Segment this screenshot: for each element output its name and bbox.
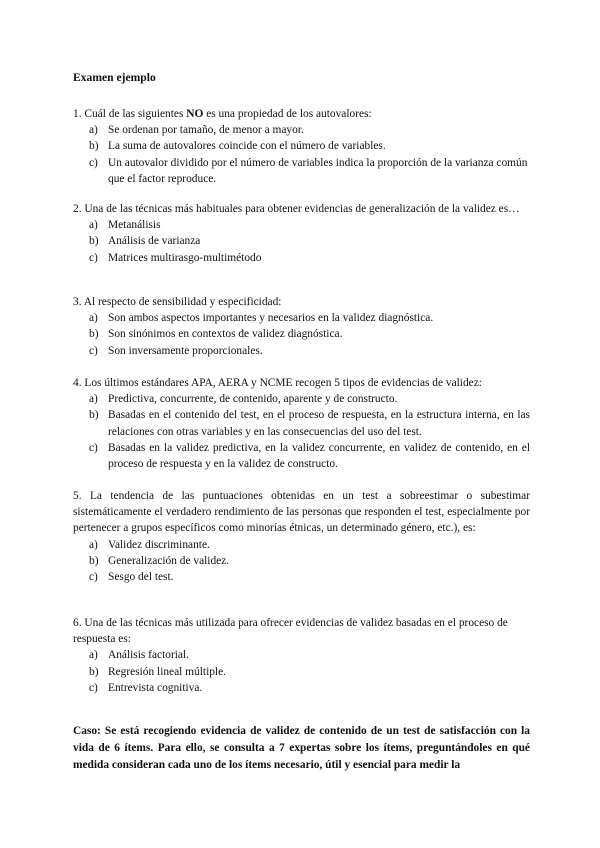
question-4-stem: 4. Los últimos estándares APA, AERA y NCME recogen 5 tipos de evidencias de validez: <box>73 377 482 389</box>
question-3-options <box>73 310 530 359</box>
option-label: c) <box>89 156 98 169</box>
question-3-option-c <box>73 343 530 359</box>
question-1 <box>73 106 530 187</box>
question-4-option-b <box>73 407 530 439</box>
question-3-option-a <box>73 310 530 326</box>
option-text: Análisis de varianza <box>108 235 201 248</box>
option-label: a) <box>89 312 98 325</box>
question-6-option-b <box>73 664 530 680</box>
option-label: b) <box>89 554 99 567</box>
question-3-stem: 3. Al respecto de sensibilidad y especificidad: <box>73 296 282 308</box>
option-text: Análisis factorial. <box>108 649 189 662</box>
option-text: Son ambos aspectos importantes y necesarios en la validez diagnóstica. <box>108 312 434 325</box>
option-text: Basadas en la validez predictiva, en la validez concurrente, en validez de contenido, en el proceso de respuesta y en la validez de constructo. <box>108 441 530 471</box>
option-text: Sesgo del test. <box>108 571 174 584</box>
option-text: Predictiva, concurrente, de contenido, aparente y de constructo. <box>108 393 398 406</box>
question-2-stem: 2. Una de las técnicas más habituales para obtener evidencias de generalización de la validez es… <box>73 203 520 215</box>
option-text: Son sinónimos en contextos de validez diagnóstica. <box>108 328 343 341</box>
question-5 <box>73 488 530 585</box>
option-label: b) <box>89 665 99 678</box>
option-label: a) <box>89 393 98 406</box>
question-1-option-b <box>73 138 530 154</box>
question-5-stem: 5. La tendencia de las puntuaciones obtenidas en un test a sobreestimar o subestimar sistemáticamente el verdadero rendimiento de las personas que responden el test, especialmente por pertenecer a grupos específicos como minorías étnicas, un determinado género, etc.), es: <box>73 490 530 535</box>
option-label: c) <box>89 571 98 584</box>
question-4-options <box>73 391 530 472</box>
option-label: c) <box>89 251 98 264</box>
option-text: Un autovalor dividido por el número de variables indica la proporción de la varianza común que el factor reproduce. <box>108 156 528 185</box>
question-6-option-a <box>73 647 530 663</box>
question-4-option-c <box>73 440 530 472</box>
option-label: a) <box>89 219 98 232</box>
question-1-stem-bold: NO <box>186 108 204 120</box>
option-label: c) <box>89 441 98 454</box>
option-text: Regresión lineal múltiple. <box>108 665 226 678</box>
option-text: Matrices multirasgo-multimétodo <box>108 251 262 264</box>
question-1-options <box>73 122 530 187</box>
option-label: b) <box>89 328 99 341</box>
question-1-stem-suffix: es una propiedad de los autovalores: <box>203 108 372 120</box>
question-2-options <box>73 217 530 266</box>
option-text: Metanálisis <box>108 219 161 232</box>
option-label: c) <box>89 344 98 357</box>
option-text: La suma de autovalores coincide con el número de variables. <box>108 140 386 153</box>
question-5-option-a <box>73 537 530 553</box>
option-label: b) <box>89 235 99 248</box>
option-label: a) <box>89 538 98 551</box>
question-1-stem <box>73 106 530 122</box>
case-paragraph: Caso: Se está recogiendo evidencia de validez de contenido de un test de satisfacción con la vida de 6 ítems. Para ello, se consulta a 7 expertas sobre los ítems, preguntándoles en qué medida consideran cada uno de los ítems necesario, útil y esencial para medir la <box>73 725 530 772</box>
question-2-option-b <box>73 233 530 249</box>
question-2-option-a <box>73 217 530 233</box>
option-label: b) <box>89 140 99 153</box>
question-2 <box>73 201 530 266</box>
question-1-option-a <box>73 122 530 138</box>
question-1-stem-prefix: 1. Cuál de las siguientes <box>73 108 187 120</box>
option-text: Basadas en el contenido del test, en el proceso de respuesta, en la estructura interna, en las relaciones con otras variables y en las consecuencias del uso del test. <box>108 409 530 438</box>
question-4-option-a <box>73 391 530 407</box>
option-text: Validez discriminante. <box>108 538 210 551</box>
question-6-option-c <box>73 680 530 696</box>
option-label: a) <box>89 649 98 662</box>
question-6-options <box>73 647 530 696</box>
question-6-stem: 6. Una de las técnicas más utilizada para ofrecer evidencias de validez basadas en el proceso de respuesta es: <box>73 617 508 646</box>
question-5-options <box>73 537 530 586</box>
option-label: c) <box>89 681 98 694</box>
option-label: a) <box>89 124 98 137</box>
question-4 <box>73 375 530 472</box>
option-text: Generalización de validez. <box>108 554 230 567</box>
question-2-option-c <box>73 250 530 266</box>
question-1-option-c <box>73 155 530 187</box>
question-3-option-b <box>73 326 530 342</box>
option-text: Entrevista cognitiva. <box>108 681 203 694</box>
option-text: Se ordenan por tamaño, de menor a mayor. <box>108 124 304 137</box>
question-3 <box>73 294 530 359</box>
option-text: Son inversamente proporcionales. <box>108 344 263 357</box>
option-label: b) <box>89 409 99 422</box>
document-title: Examen ejemplo <box>73 71 156 84</box>
question-6 <box>73 615 530 696</box>
question-5-option-b <box>73 553 530 569</box>
question-5-option-c <box>73 569 530 585</box>
